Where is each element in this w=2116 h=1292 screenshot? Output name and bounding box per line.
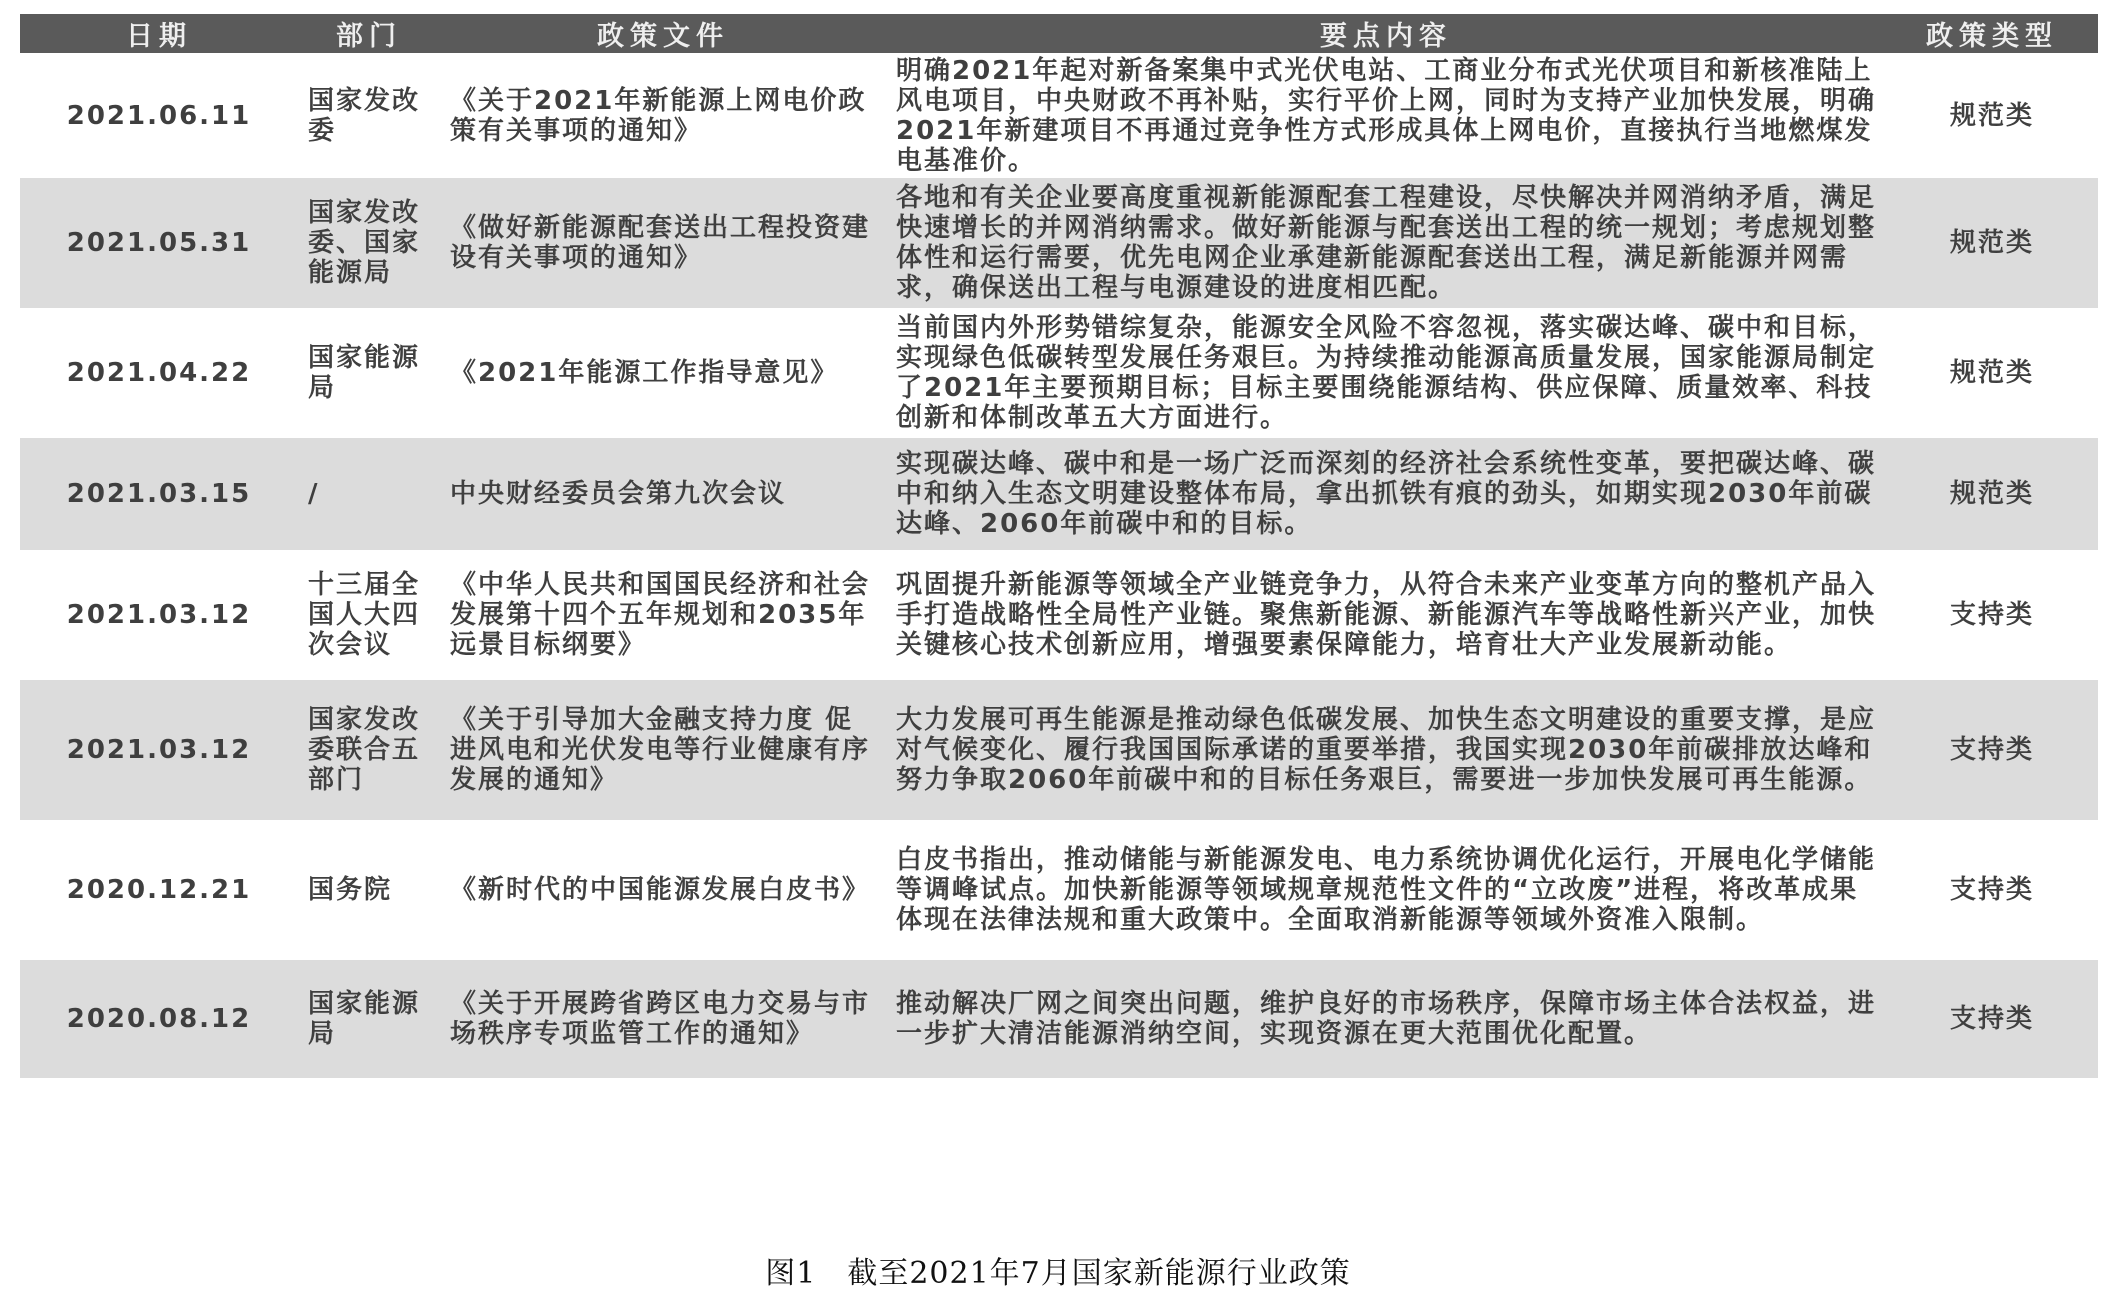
cell-department: 国务院: [298, 820, 440, 960]
header-date: 日期: [20, 14, 298, 53]
cell-type: 规范类: [1886, 438, 2098, 550]
cell-date: 2021.04.22: [20, 308, 298, 438]
table-row: [20, 820, 2098, 960]
cell-summary: 巩固提升新能源等领域全产业链竞争力，从符合未来产业变革方向的整机产品入手打造战略性全局性产业链。聚焦新能源、新能源汽车等战略性新兴产业，加快关键核心技术创新应用，增强要素保障能力，培育壮大产业发展新动能。: [886, 550, 1886, 680]
cell-type: 支持类: [1886, 820, 2098, 960]
cell-summary: 实现碳达峰、碳中和是一场广泛而深刻的经济社会系统性变革，要把碳达峰、碳中和纳入生态文明建设整体布局，拿出抓铁有痕的劲头，如期实现2030年前碳达峰、2060年前碳中和的目标。: [886, 438, 1886, 550]
table-row: [20, 178, 2098, 308]
cell-summary: 各地和有关企业要高度重视新能源配套工程建设，尽快解决并网消纳矛盾，满足快速增长的并网消纳需求。做好新能源与配套送出工程的统一规划；考虑规划整体性和运行需要，优先电网企业承建新能源配套送出工程，满足新能源并网需求，确保送出工程与电源建设的进度相匹配。: [886, 178, 1886, 308]
figure-caption: 图1 截至2021年7月国家新能源行业政策: [765, 1256, 1351, 1291]
cell-department: 国家发改委联合五部门: [298, 680, 440, 820]
cell-date: 2021.06.11: [20, 53, 298, 178]
header-summary: 要点内容: [886, 14, 1886, 53]
cell-type: 支持类: [1886, 680, 2098, 820]
table-row: [20, 308, 2098, 438]
header-document: 政策文件: [440, 14, 886, 53]
cell-document: 《关于开展跨省跨区电力交易与市场秩序专项监管工作的通知》: [440, 960, 886, 1078]
cell-document: 《做好新能源配套送出工程投资建设有关事项的通知》: [440, 178, 886, 308]
cell-date: 2021.03.12: [20, 680, 298, 820]
cell-department: /: [298, 438, 440, 550]
cell-department: 国家发改委、国家能源局: [298, 178, 440, 308]
cell-summary: 当前国内外形势错综复杂，能源安全风险不容忽视，落实碳达峰、碳中和目标，实现绿色低碳转型发展任务艰巨。为持续推动能源高质量发展，国家能源局制定了2021年主要预期目标；目标主要围绕能源结构、供应保障、质量效率、科技创新和体制改革五大方面进行。: [886, 308, 1886, 438]
cell-summary: 明确2021年起对新备案集中式光伏电站、工商业分布式光伏项目和新核准陆上风电项目，中央财政不再补贴，实行平价上网，同时为支持产业加快发展，明确2021年新建项目不再通过竞争性方式形成具体上网电价，直接执行当地燃煤发电基准价。: [886, 53, 1886, 178]
cell-department: 国家发改委: [298, 53, 440, 178]
cell-summary: 白皮书指出，推动储能与新能源发电、电力系统协调优化运行，开展电化学储能等调峰试点。加快新能源等领域规章规范性文件的“立改废”进程，将改革成果体现在法律法规和重大政策中。全面取消新能源等领域外资准入限制。: [886, 820, 1886, 960]
cell-date: 2020.08.12: [20, 960, 298, 1078]
cell-type: 支持类: [1886, 550, 2098, 680]
cell-document: 《新时代的中国能源发展白皮书》: [440, 820, 886, 960]
cell-document: 中央财经委员会第九次会议: [440, 438, 886, 550]
cell-date: 2020.12.21: [20, 820, 298, 960]
cell-department: 十三届全国人大四次会议: [298, 550, 440, 680]
cell-document: 《关于2021年新能源上网电价政策有关事项的通知》: [440, 53, 886, 178]
cell-department: 国家能源局: [298, 308, 440, 438]
table-row: [20, 960, 2098, 1078]
cell-summary: 推动解决厂网之间突出问题，维护良好的市场秩序，保障市场主体合法权益，进一步扩大清洁能源消纳空间，实现资源在更大范围优化配置。: [886, 960, 1886, 1078]
cell-date: 2021.03.12: [20, 550, 298, 680]
table-header-row: [20, 14, 2098, 53]
header-type: 政策类型: [1886, 14, 2098, 53]
cell-type: 支持类: [1886, 960, 2098, 1078]
policy-table: [20, 14, 2098, 1078]
cell-department: 国家能源局: [298, 960, 440, 1078]
cell-document: 《关于引导加大金融支持力度 促进风电和光伏发电等行业健康有序发展的通知》: [440, 680, 886, 820]
table-row: [20, 438, 2098, 550]
table-row: [20, 53, 2098, 178]
cell-date: 2021.05.31: [20, 178, 298, 308]
table-row: [20, 680, 2098, 820]
header-department: 部门: [298, 14, 440, 53]
cell-document: 《中华人民共和国国民经济和社会发展第十四个五年规划和2035年远景目标纲要》: [440, 550, 886, 680]
cell-summary: 大力发展可再生能源是推动绿色低碳发展、加快生态文明建设的重要支撑，是应对气候变化、履行我国国际承诺的重要举措，我国实现2030年前碳排放达峰和努力争取2060年前碳中和的目标任务艰巨，需要进一步加快发展可再生能源。: [886, 680, 1886, 820]
cell-date: 2021.03.15: [20, 438, 298, 550]
cell-document: 《2021年能源工作指导意见》: [440, 308, 886, 438]
cell-type: 规范类: [1886, 308, 2098, 438]
cell-type: 规范类: [1886, 178, 2098, 308]
cell-type: 规范类: [1886, 53, 2098, 178]
table-row: [20, 550, 2098, 680]
